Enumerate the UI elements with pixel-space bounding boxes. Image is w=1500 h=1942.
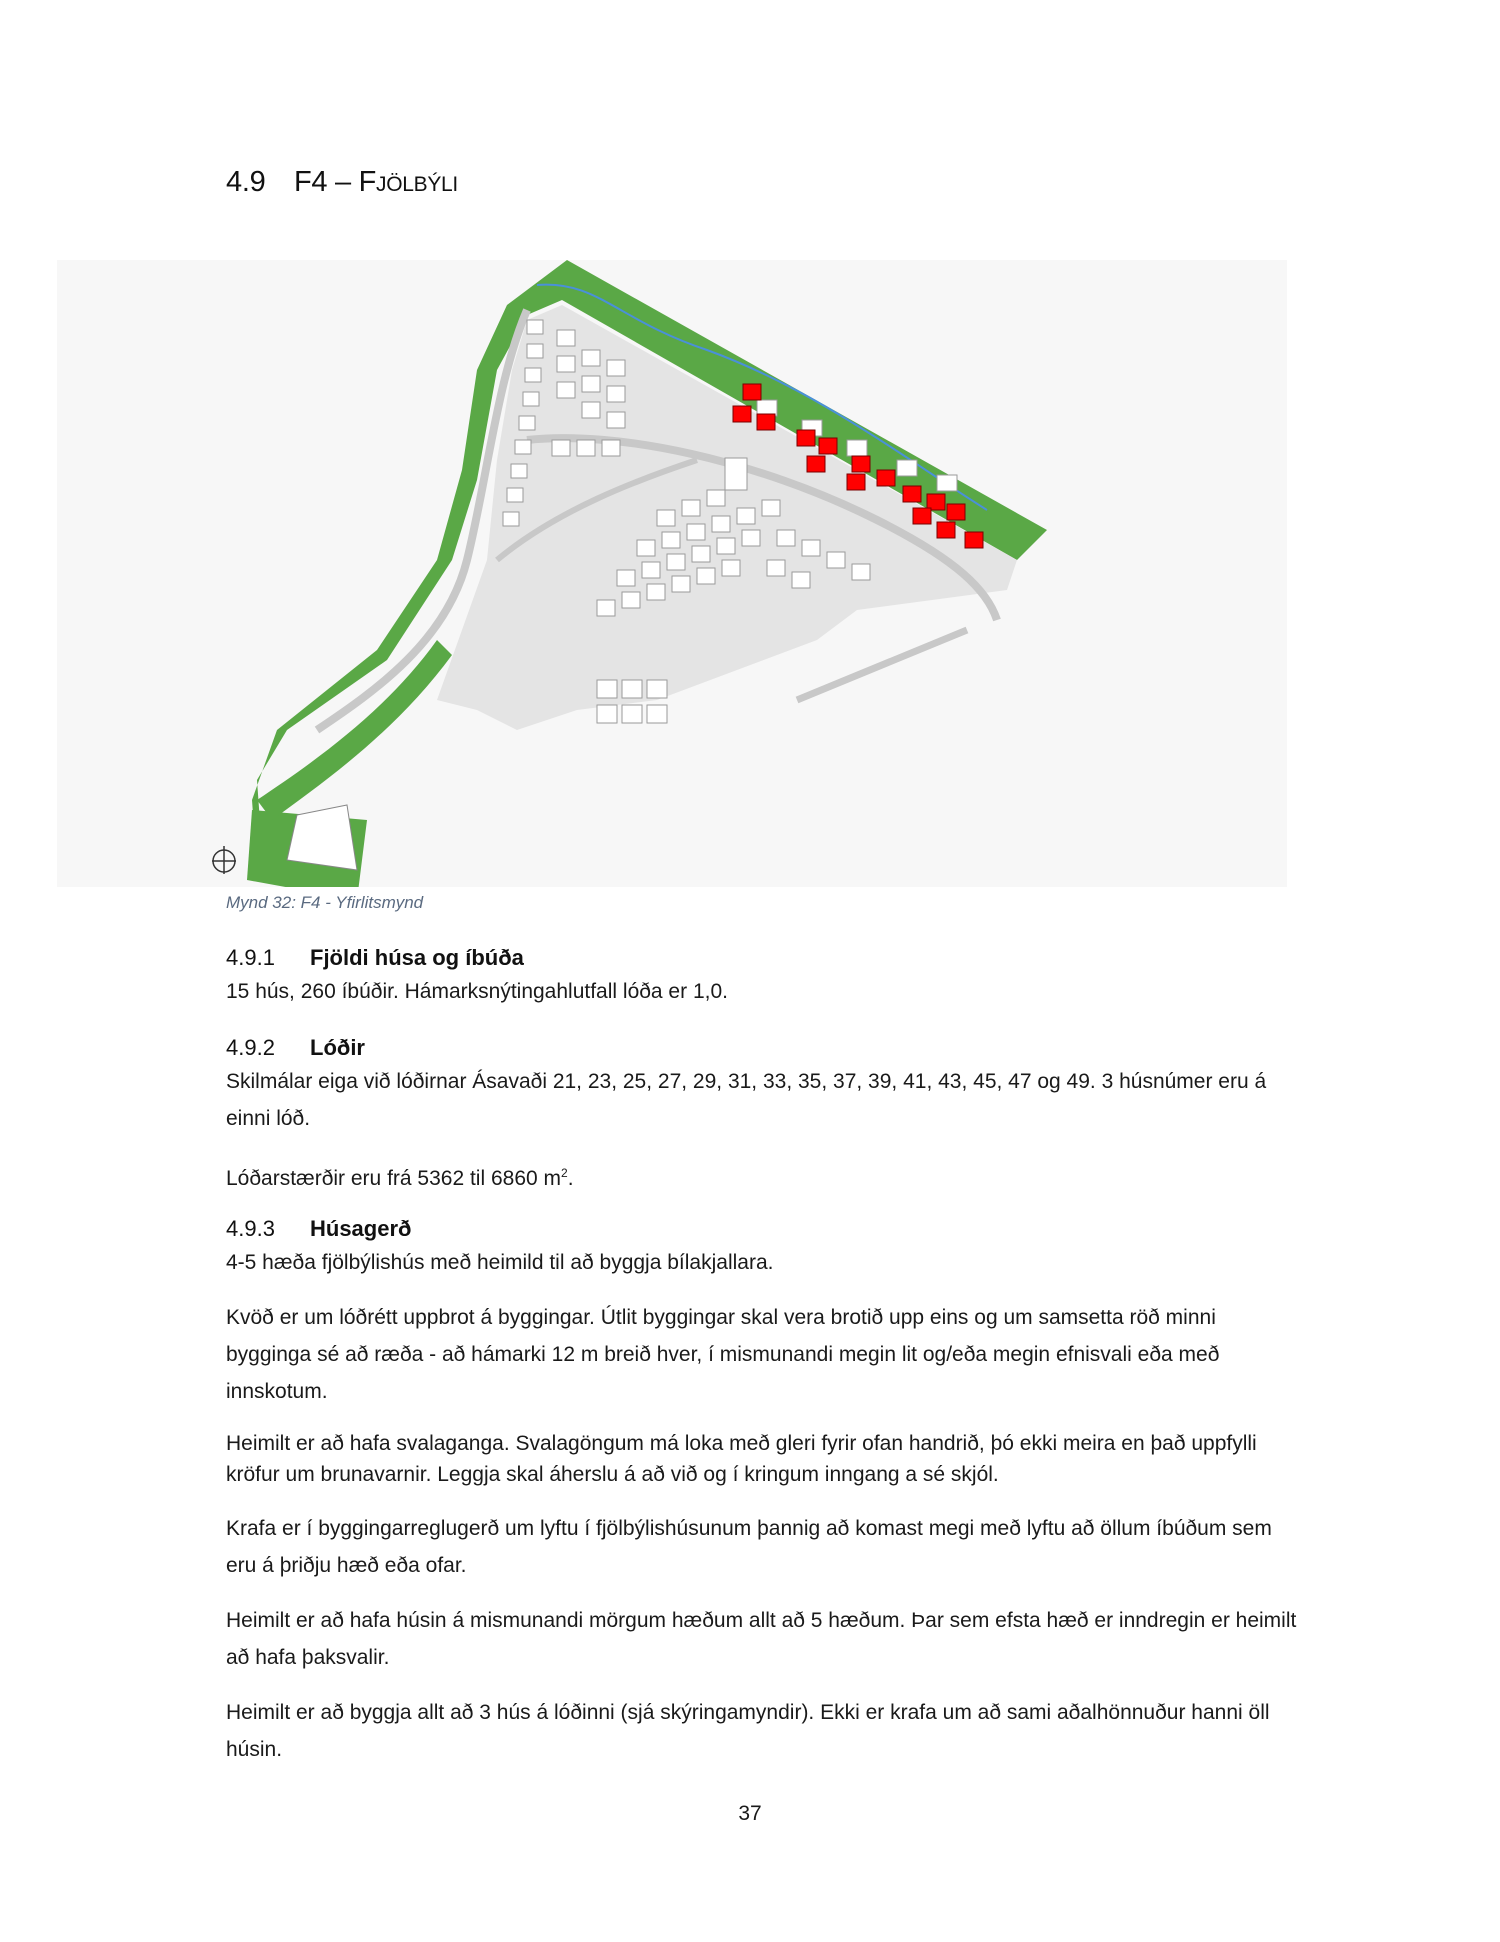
paragraph: Krafa er í byggingarreglugerð um lyftu í fjölbýlishúsunum þannig að komast megi með lyftu að öllum íbúðum sem eru á þriðju hæð eða ofar. [226,1517,1272,1577]
superscript: 2 [561,1166,568,1180]
paragraph-suffix: . [567,1167,574,1190]
section-heading [226,1035,365,1061]
section-title: Lóðir [310,1035,365,1060]
paragraph: Skilmálar eiga við lóðirnar Ásavaði 21, 23, 25, 27, 29, 31, 33, 35, 37, 39, 41, 43, 45, 47 og 49. 3 húsnúmer eru á einni lóð. [226,1070,1267,1130]
paragraph: Heimilt er að byggja allt að 3 hús á lóðinni (sjá skýringamyndir). Ekki er krafa um að sami aðalhönnuður hanni öll húsin. [226,1701,1270,1761]
paragraph-text: Lóðarstærðir eru frá 5362 til 6860 m [226,1167,562,1190]
page-title [226,166,458,199]
section-number: 4.9.1 [226,945,275,970]
paragraph: 15 hús, 260 íbúðir. Hámarksnýtingahlutfall lóða er 1,0. [226,980,728,1003]
figure-caption: Mynd 32: F4 - Yfirlitsmynd [226,893,424,912]
section-number: 4.9.2 [226,1035,275,1060]
paragraph: 4-5 hæða fjölbýlishús með heimild til að byggja bílakjallara. [226,1251,774,1274]
heading-number: 4.9 [226,166,266,198]
heading-smallcaps: JÖLBÝLI [376,173,458,196]
page-number: 37 [738,1802,762,1825]
paragraph: Kvöð er um lóðrétt uppbrot á byggingar. Útlit byggingar skal vera brotið upp eins og um samsetta röð minni bygginga sé að ræða - að hámarki 12 m breið hver, í mismunandi megin lit og/eða megin efnisvali eða með innskotum. [226,1306,1220,1403]
site-plan-map [57,260,1287,887]
section-heading [226,945,524,971]
heading-prefix: F4 – F [294,166,376,198]
paragraph [226,1155,1306,1197]
section-title: Fjöldi húsa og íbúða [310,945,524,970]
section-heading [226,1216,411,1242]
section-title: Húsagerð [310,1216,412,1241]
paragraph: Heimilt er að hafa svalaganga. Svalagöngum má loka með gleri fyrir ofan handrið, þó ekki meira en það uppfylli kröfur um brunavarnir. Leggja skal áherslu á að við og í kringum inngang a sé skjól. [226,1432,1257,1486]
section-number: 4.9.3 [226,1216,275,1241]
paragraph: Heimilt er að hafa húsin á mismunandi mörgum hæðum allt að 5 hæðum. Þar sem efsta hæð er inndregin er heimilt að hafa þaksvalir. [226,1609,1297,1669]
